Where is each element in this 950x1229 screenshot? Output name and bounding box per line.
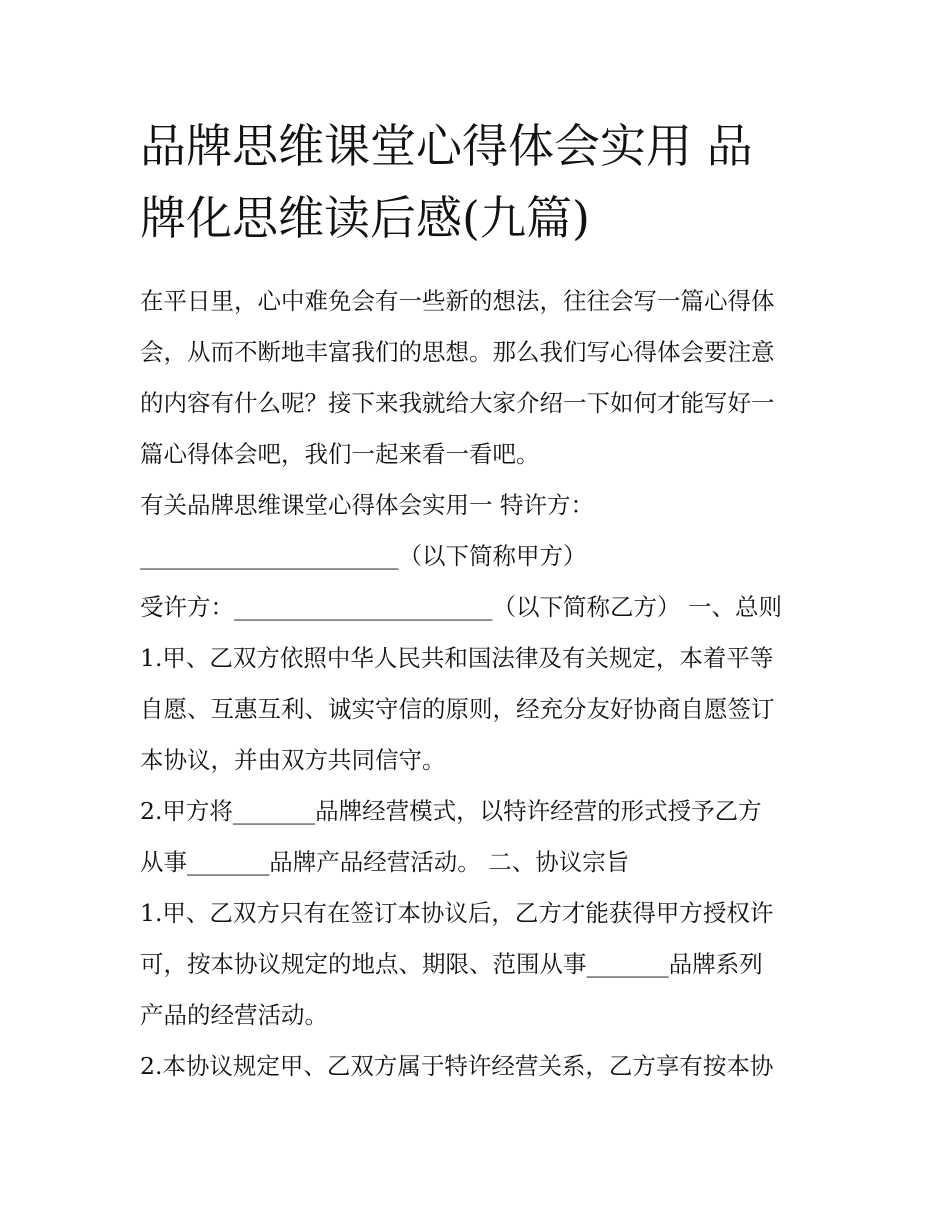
body-line: 1.甲、乙双方依照中华人民共和国法律及有关规定，本着平等: [140, 644, 774, 672]
body-line: 产品的经营活动。: [140, 1001, 328, 1029]
body-line: 从事_______品牌产品经营活动。 二、协议宗旨: [140, 848, 630, 876]
body-line: ______________________（以下简称甲方）: [140, 542, 587, 570]
body-line: 的内容有什么呢？接下来我就给大家介绍一下如何才能写好一: [140, 389, 775, 417]
body-line: 1.甲、乙双方只有在签订本协议后，乙方才能获得甲方授权许: [140, 899, 774, 927]
body-line: 有关品牌思维课堂心得体会实用一 特许方：: [140, 491, 594, 519]
body-line: 2.本协议规定甲、乙双方属于特许经营关系，乙方享有按本协: [140, 1052, 774, 1080]
document-title: [140, 110, 820, 254]
title-line: 品牌思维课堂心得体会实用 品: [140, 119, 753, 173]
body-line: 可，按本协议规定的地点、期限、范围从事_______品牌系列: [140, 950, 763, 978]
body-line: 在平日里，心中难免会有一些新的想法，往往会写一篇心得体: [140, 287, 775, 315]
body-line: 篇心得体会吧，我们一起来看一看吧。: [140, 440, 540, 468]
body-line: 会，从而不断地丰富我们的思想。那么我们写心得体会要注意: [140, 338, 775, 366]
body-line: 受许方：______________________（以下简称乙方） 一、总则: [140, 593, 782, 621]
document-body: [140, 276, 830, 1092]
body-line: 自愿、互惠互利、诚实守信的原则，经充分友好协商自愿签订: [140, 695, 775, 723]
body-line: 2.甲方将_______品牌经营模式，以特许经营的形式授予乙方: [140, 797, 762, 825]
title-line: 牌化思维读后感(九篇): [140, 191, 590, 245]
body-line: 本协议，并由双方共同信守。: [140, 746, 446, 774]
